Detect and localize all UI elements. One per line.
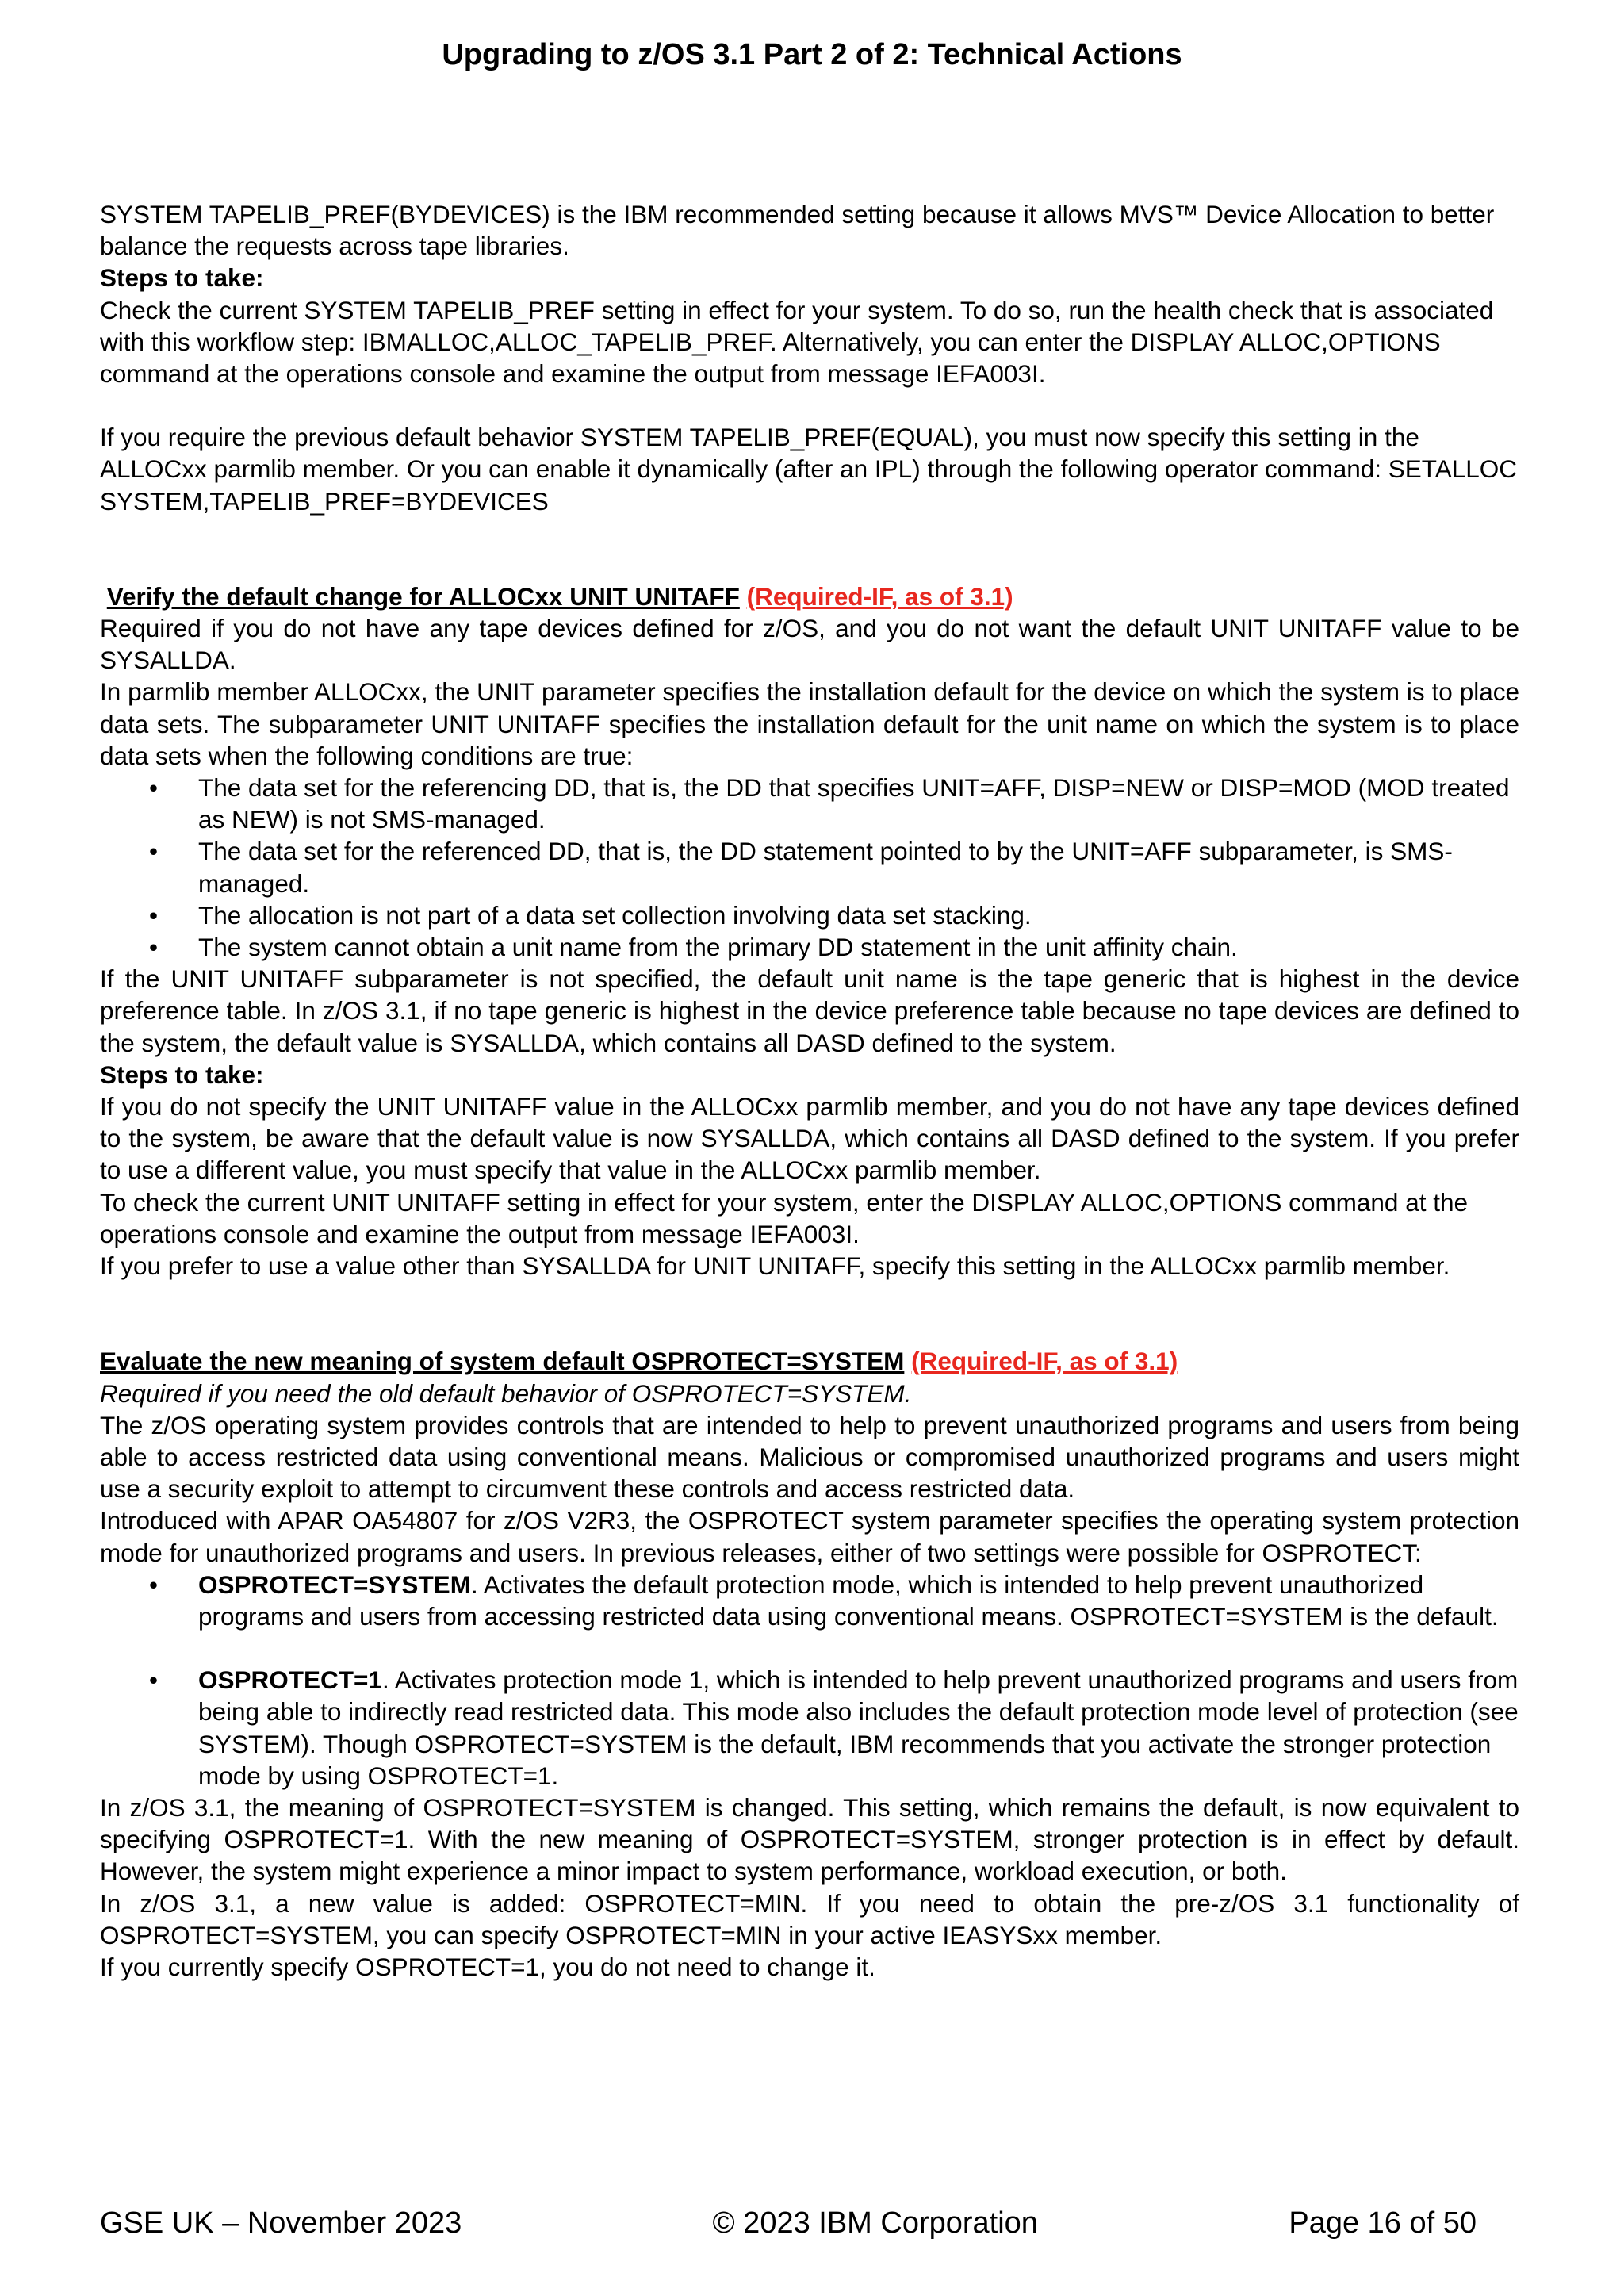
osprotect-p4: In z/OS 3.1, the meaning of OSPROTECT=SYSTEM is changed. This setting, which remains the default, is now equivalent to specifying OSPROTECT=1. With the new meaning of OSPROTECT=SYSTEM, stronger protection is in effect by default. However, the system might experience a minor impact to system performance, workload execution, or both. <box>100 1792 1519 1886</box>
osprotect-settings-list <box>100 1569 1519 1792</box>
spacer <box>100 1282 1519 1345</box>
steps-label: Steps to take: <box>100 1060 264 1089</box>
footer-page-number: Page 16 of 50 <box>1289 2206 1477 2240</box>
section-heading-osprotect <box>100 1345 1519 1377</box>
section-title: Verify the default change for ALLOCxx UNIT UNITAFF <box>106 581 740 611</box>
unitaff-p3: If the UNIT UNITAFF subparameter is not specified, the default unit name is the tape generic that is highest in the device preference table. In z/OS 3.1, if no tape generic is highest in the device preference table because no tape devices are defined to the system, the default value is SYSALLDA, which contains all DASD defined to the system. <box>100 964 1519 1057</box>
tapelib-intro: SYSTEM TAPELIB_PREF(BYDEVICES) is the IBM recommended setting because it allows MVS™ Device Allocation to better balance the requests across tape libraries. <box>100 200 1495 261</box>
list-item: • The system cannot obtain a unit name from the primary DD statement in the unit affinity chain. <box>100 931 1519 963</box>
setting-term: OSPROTECT=SYSTEM <box>198 1570 471 1599</box>
list-item <box>100 1664 1519 1792</box>
page-header-title: Upgrading to z/OS 3.1 Part 2 of 2: Technical Actions <box>442 38 1182 71</box>
setting-description: . Activates the default protection mode, which is intended to help prevent unauthorized programs and users from accessing restricted data using conventional means. OSPROTECT=SYSTEM is the default. <box>198 1570 1499 1631</box>
list-item: • The data set for the referenced DD, that is, the DD statement pointed to by the UNIT=AFF subparameter, is SMS-managed. <box>100 835 1519 899</box>
setting-term: OSPROTECT=1 <box>198 1665 382 1695</box>
unitaff-step-3: If you prefer to use a value other than SYSALLDA for UNIT UNITAFF, specify this setting in the ALLOCxx parmlib member. <box>100 1251 1450 1281</box>
document-body <box>100 198 1519 1983</box>
footer-event: GSE UK – November 2023 <box>100 2206 462 2240</box>
spacer <box>100 517 1519 581</box>
setting-description: . Activates protection mode 1, which is intended to help prevent unauthorized programs and users from being able to indirectly read restricted data. This mode also includes the default protection mode level of protection (see SYSTEM). Though OSPROTECT=SYSTEM is the default, IBM recommends that you activate the stronger protection mode by using OSPROTECT=1. <box>198 1665 1519 1790</box>
tapelib-step-2: If you require the previous default behavior SYSTEM TAPELIB_PREF(EQUAL), you must now specify this setting in the ALLOCxx parmlib member. Or you can enable it dynamically (after an IPL) through the following operator command: SETALLOC SYSTEM,TAPELIB_PREF=BYDEVICES <box>100 423 1517 516</box>
required-badge: (Required-IF, as of 3.1) <box>911 1347 1178 1376</box>
osprotect-p5: In z/OS 3.1, a new value is added: OSPROTECT=MIN. If you need to obtain the pre-z/OS 3.1 functionality of OSPROTECT=SYSTEM, you can specify OSPROTECT=MIN in your active IEASYSxx member. <box>100 1888 1519 1949</box>
unitaff-p1: Required if you do not have any tape devices defined for z/OS, and you do not want the default UNIT UNITAFF value to be SYSALLDA. <box>100 614 1519 675</box>
page-footer <box>100 2206 1477 2240</box>
osprotect-p2: The z/OS operating system provides controls that are intended to help to prevent unauthorized programs and users from being able to access restricted data using conventional means. Malicious or compromised unauthorized programs and users might use a security exploit to attempt to circumvent these controls and access restricted data. <box>100 1410 1519 1504</box>
unitaff-p2: In parmlib member ALLOCxx, the UNIT parameter specifies the installation default for the device on which the system is to place data sets. The subparameter UNIT UNITAFF specifies the installation default for the unit name on which the system is to place data sets when the following conditions are true: <box>100 677 1519 770</box>
section-title: Evaluate the new meaning of system default OSPROTECT=SYSTEM <box>100 1347 905 1376</box>
unitaff-step-1: If you do not specify the UNIT UNITAFF value in the ALLOCxx parmlib member, and you do not have any tape devices defined to the system, be aware that the default value is now SYSALLDA, which contains all DASD defined to the system. If you prefer to use a different value, you must specify that value in the ALLOCxx parmlib member. <box>100 1092 1519 1185</box>
list-item <box>100 1569 1519 1632</box>
list-item: • The data set for the referencing DD, that is, the DD that specifies UNIT=AFF, DISP=NEW or DISP=MOD (MOD treated as NEW) is not SMS-managed. <box>100 772 1519 835</box>
osprotect-p6: If you currently specify OSPROTECT=1, you do not need to change it. <box>100 1952 875 1981</box>
footer-copyright: © 2023 IBM Corporation <box>712 2206 1038 2240</box>
steps-label: Steps to take: <box>100 263 264 293</box>
spacer <box>100 389 1519 421</box>
unitaff-step-2: To check the current UNIT UNITAFF setting in effect for your system, enter the DISPLAY ALLOC,OPTIONS command at the operations console and examine the output from message IEFA003I. <box>100 1187 1469 1248</box>
osprotect-p3: Introduced with APAR OA54807 for z/OS V2R3, the OSPROTECT system parameter specifies the operating system protection mode for unauthorized programs and users. In previous releases, either of two settings were possible for OSPROTECT: <box>100 1506 1519 1567</box>
tapelib-step-1: Check the current SYSTEM TAPELIB_PREF setting in effect for your system. To do so, run the health check that is associated with this workflow step: IBMALLOC,ALLOC_TAPELIB_PREF. Alternatively, you can enter the DISPLAY ALLOC,OPTIONS command at the operations console and examine the output from message IEFA003I. <box>100 295 1494 389</box>
unitaff-conditions-list <box>100 772 1519 963</box>
section-heading-unitaff <box>100 581 1519 612</box>
list-item: • The allocation is not part of a data set collection involving data set stacking. <box>100 899 1519 931</box>
osprotect-p1: Required if you need the old default behavior of OSPROTECT=SYSTEM. <box>100 1378 912 1408</box>
required-badge: (Required-IF, as of 3.1) <box>746 581 1013 611</box>
